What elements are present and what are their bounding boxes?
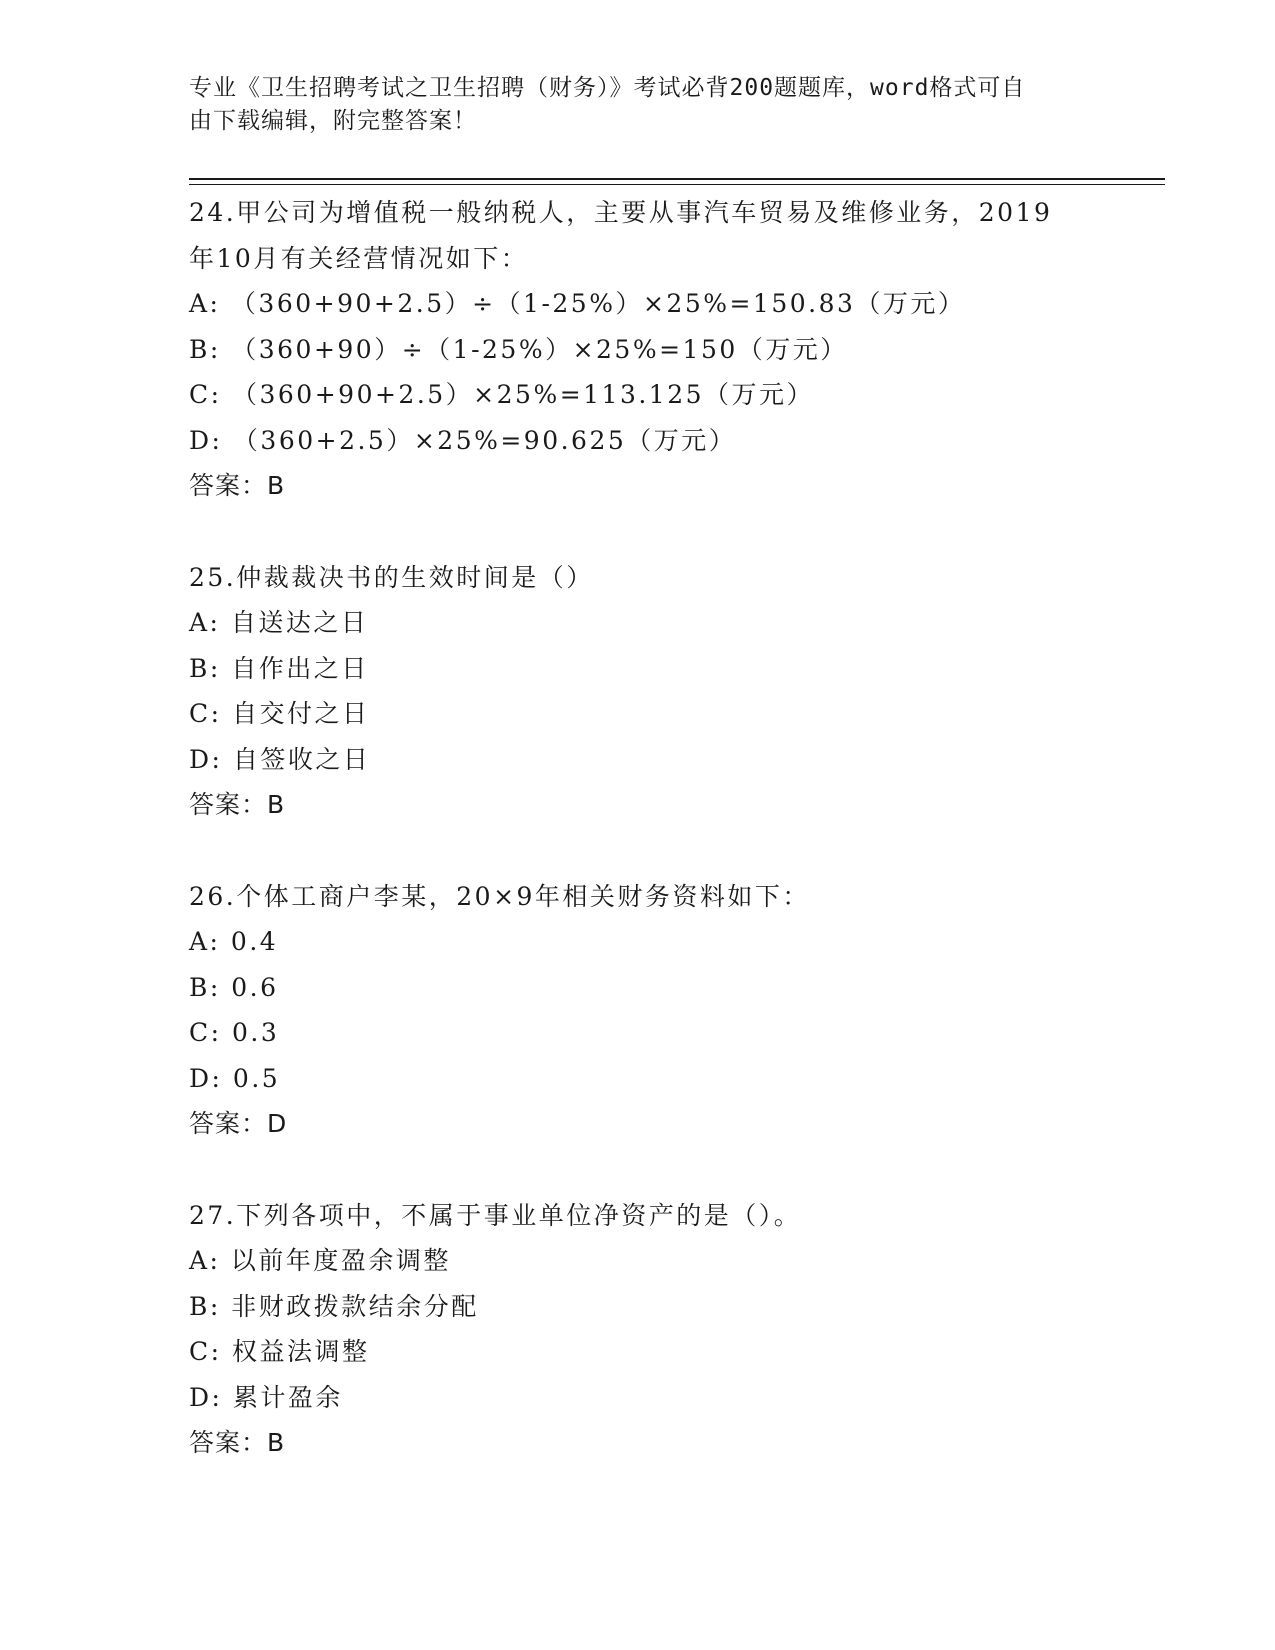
header-divider-thin [189, 184, 1165, 185]
header-divider-thick [189, 178, 1165, 180]
option-a: A: （360+90+2.5）÷（1-25%）×25%=150.83（万元） [189, 289, 966, 318]
answer: 答案：B [189, 1428, 286, 1457]
question-stem: 24.甲公司为增值税一般纳税人，主要从事汽车贸易及维修业务，2019 [189, 198, 1053, 227]
option-c: C: 权益法调整 [189, 1337, 370, 1366]
option-a: A: 以前年度盈余调整 [189, 1246, 451, 1275]
document-header [189, 72, 1089, 138]
option-b: B: 自作出之日 [189, 653, 369, 683]
answer: 答案：D [189, 1109, 288, 1138]
option-d: D: （360+2.5）×25%=90.625（万元） [189, 425, 737, 455]
option-c: C: （360+90+2.5）×25%=113.125（万元） [189, 380, 815, 409]
question-27 [189, 1193, 1165, 1466]
option-c: C: 0.3 [189, 1018, 280, 1047]
option-b: B: 非财政拨款结余分配 [189, 1291, 479, 1321]
option-a: A: 0.4 [189, 927, 279, 956]
option-d: D: 0.5 [189, 1063, 281, 1093]
option-b: B: 0.6 [189, 972, 279, 1002]
question-26 [189, 874, 1165, 1147]
answer: 答案：B [189, 790, 286, 819]
question-stem: 25.仲裁裁决书的生效时间是（） [189, 562, 594, 592]
question-24 [189, 190, 1165, 509]
question-list [189, 190, 1165, 1512]
question-stem: 26.个体工商户李某，20×9年相关财务资料如下： [189, 881, 810, 911]
header-line-2: 由下载编辑，附完整答案！ [189, 108, 477, 134]
header-line-1: 专业《卫生招聘考试之卫生招聘（财务）》考试必背200题题库，word格式可自 [189, 75, 1026, 101]
option-b: B: （360+90）÷（1-25%）×25%=150（万元） [189, 334, 848, 364]
question-stem: 27.下列各项中，不属于事业单位净资产的是（）。 [189, 1200, 802, 1230]
option-d: D: 自签收之日 [189, 744, 371, 774]
option-d: D: 累计盈余 [189, 1382, 343, 1412]
option-c: C: 自交付之日 [189, 699, 370, 728]
question-stem: 年10月有关经营情况如下： [189, 243, 529, 273]
option-a: A: 自送达之日 [189, 608, 369, 637]
question-25 [189, 555, 1165, 828]
answer: 答案：B [189, 471, 286, 500]
